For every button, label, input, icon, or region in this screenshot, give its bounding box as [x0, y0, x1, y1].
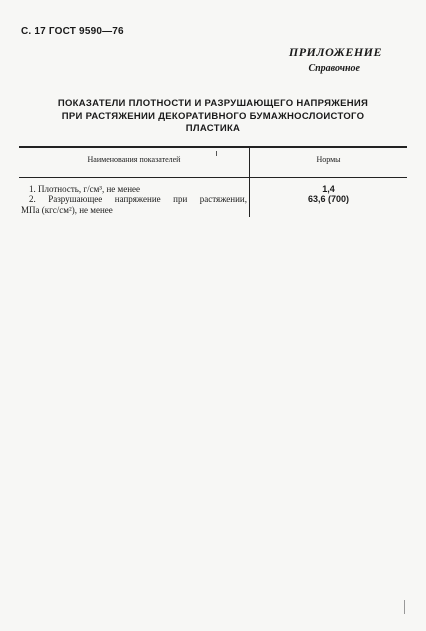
document-title-line-2: ПРИ РАСТЯЖЕНИИ ДЕКОРАТИВНОГО БУМАЖНОСЛОИСТОГО	[61, 110, 365, 122]
table-column-divider	[249, 147, 250, 217]
column-header-indicators: Наименования показателей	[87, 155, 181, 164]
row-indicator-name: Плотность, г/см³, не менее	[38, 184, 141, 194]
row-number: 2.	[29, 194, 36, 204]
row-norm-value: 63,6 (700)	[307, 194, 350, 204]
page-header: С. 17 ГОСТ 9590—76	[21, 26, 124, 37]
table-row	[21, 194, 247, 215]
row-indicator-name-line-2: МПа (кгс/см²), не менее	[21, 204, 113, 215]
appendix-subtitle: Справочное	[308, 63, 360, 74]
appendix-title: ПРИЛОЖЕНИЕ	[288, 45, 382, 59]
document-title-line-1: ПОКАЗАТЕЛИ ПЛОТНОСТИ И РАЗРУШАЮЩЕГО НАПРЯЖЕНИЯ	[57, 98, 369, 109]
table-top-rule	[19, 146, 407, 148]
row-norm-value: 1,4	[322, 184, 335, 194]
document-title	[36, 98, 390, 136]
table-header-rule	[19, 177, 407, 178]
row-number: 1.	[29, 184, 36, 194]
document-title-line-3: ПЛАСТИКА	[185, 123, 241, 134]
row-indicator-name-line-1: Разрушающее напряжение при растяжении,	[48, 194, 247, 204]
table-row	[21, 184, 247, 195]
page-edge-mark	[404, 600, 409, 614]
column-header-norms: Нормы	[316, 155, 341, 164]
